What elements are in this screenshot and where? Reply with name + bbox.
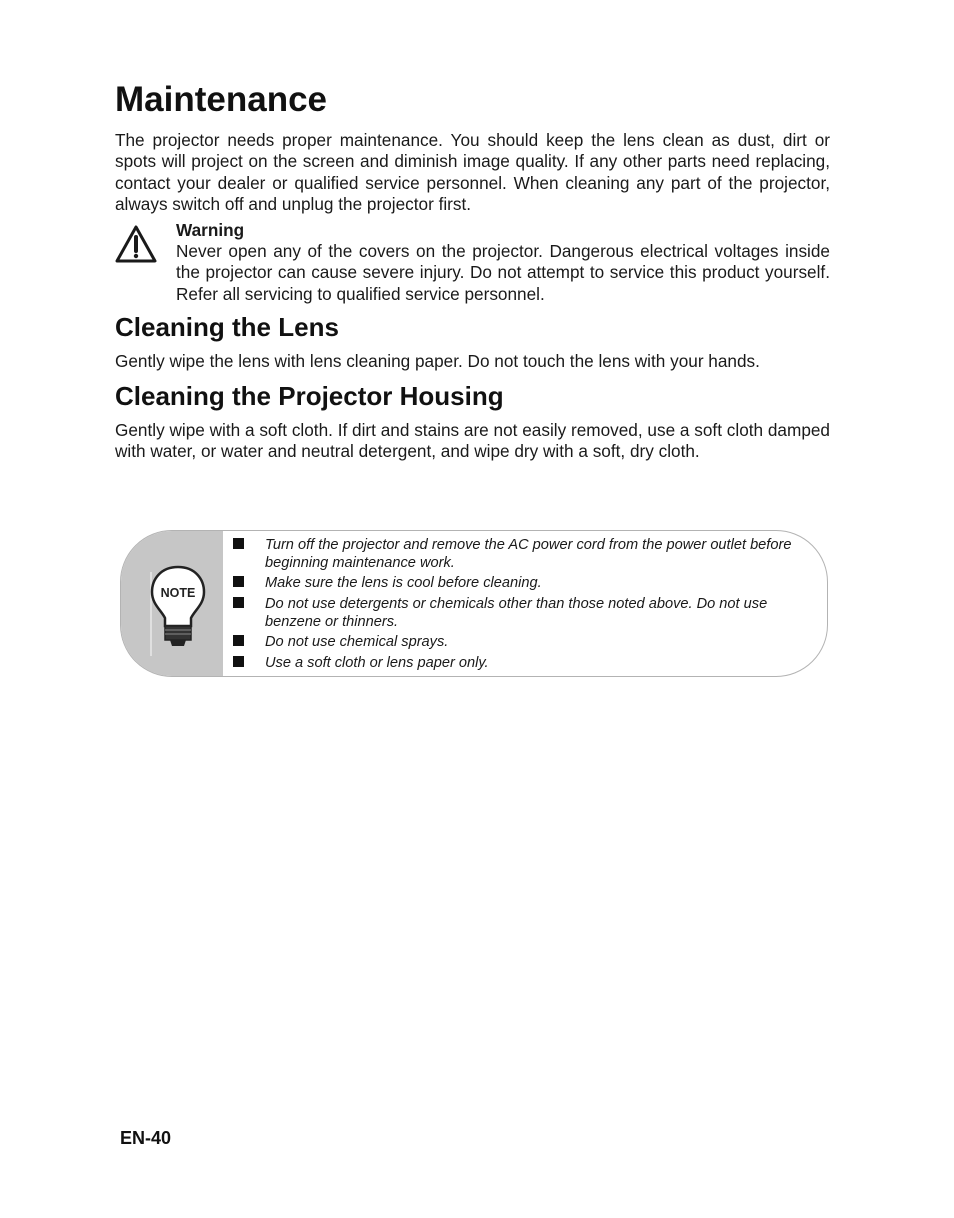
note-list [233,536,819,674]
cleaning-housing-heading: Cleaning the Projector Housing [115,381,504,411]
note-lightbulb-icon [147,564,209,656]
note-bullet [233,656,244,667]
note-bullet [233,576,244,587]
warning-title: Warning [176,220,245,240]
intro-paragraph: The projector needs proper maintenance. You should keep the lens clean as dust, dirt or spots will project on the screen and diminish image quality. If any other parts need replacing, contact your dealer or qualified service personnel. When cleaning any part of the projector, always switch off and unplug the projector first. [115,130,830,214]
note-item [233,654,819,672]
page-title: Maintenance [115,80,327,119]
page-number: EN-40 [120,1128,172,1148]
note-bullet [233,538,244,549]
warning-block [176,219,830,305]
note-item [233,536,819,572]
note-item [233,595,819,631]
note-bullet [233,597,244,608]
warning-text: Never open any of the covers on the projector. Dangerous electrical voltages inside the projector can cause severe injury. Do not attempt to service this product yourself. Refer all servicing to qualified service personnel. [176,241,830,304]
note-item-text: Make sure the lens is cool before cleaning. [265,575,542,592]
note-bullet [233,635,244,646]
note-item [233,574,819,592]
note-icon-label: NOTE [160,586,196,600]
cleaning-housing-text: Gently wipe with a soft cloth. If dirt and stains are not easily removed, use a soft cloth damped with water, or water and neutral detergent, and wipe dry with a soft, dry cloth. [115,420,830,462]
note-item-text: Do not use chemical sprays. [265,634,449,651]
cleaning-lens-heading: Cleaning the Lens [115,312,339,342]
warning-triangle-icon [114,224,158,264]
note-box [120,530,828,677]
note-item-text: Use a soft cloth or lens paper only. [265,654,489,671]
note-item-text: Turn off the projector and remove the AC power cord from the power outlet before beginning maintenance work. [265,537,792,571]
note-item [233,633,819,651]
note-item-text: Do not use detergents or chemicals other than those noted above. Do not use benzene or thinners. [265,595,768,630]
cleaning-lens-text: Gently wipe the lens with lens cleaning paper. Do not touch the lens with your hands. [115,351,760,371]
